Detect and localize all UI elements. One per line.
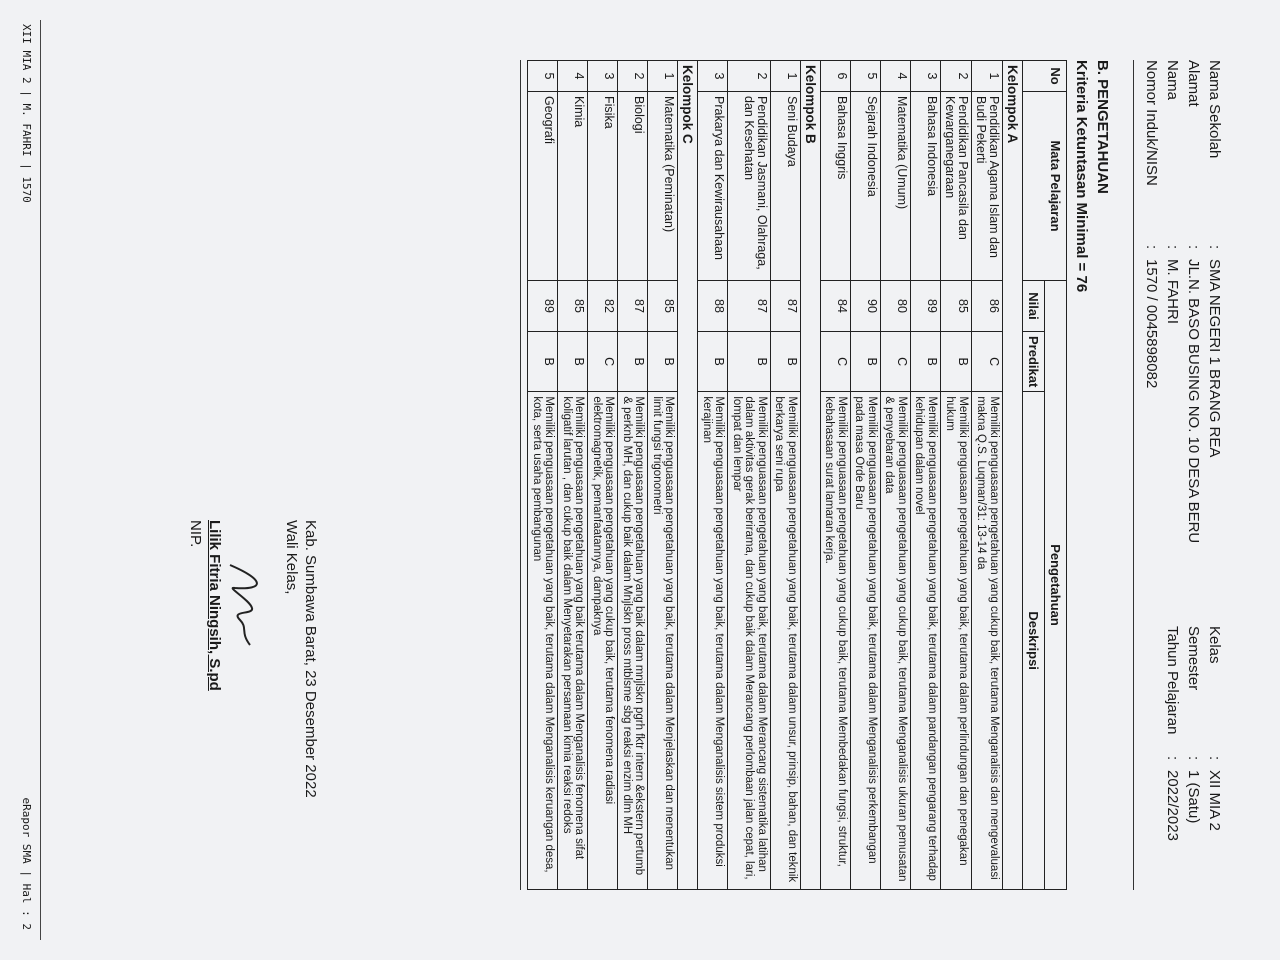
name-value: M. FAHRI	[1164, 259, 1181, 325]
description-text: Memiliki penguasaan pengetahuan yang cukup baik, terutama Membedakan fungsi, struktur, kebahasaan surat lamaran kerja.	[821, 392, 851, 890]
predicate-value: B	[618, 332, 648, 392]
score-value: 87	[728, 281, 771, 332]
table-row	[558, 61, 588, 890]
predicate-value: C	[881, 332, 911, 392]
predicate-value: B	[851, 332, 881, 392]
table-row	[771, 61, 801, 890]
table-row	[728, 61, 771, 890]
subject-name: Kimia	[558, 92, 588, 281]
row-number: 1	[771, 61, 801, 92]
table-row	[588, 61, 618, 890]
subject-name: Matematika (Umum)	[881, 92, 911, 281]
subject-name: Pendidikan Pancasila dan Kewarganegaraan	[941, 92, 972, 281]
address-value: JL.N. BASO BUSING NO. 10 DESA BERU	[1185, 259, 1202, 544]
year-value: 2022/2023	[1164, 770, 1181, 841]
row-number: 4	[881, 61, 911, 92]
score-value: 87	[771, 281, 801, 332]
col-description: Deskripsi	[1023, 392, 1045, 890]
score-value: 85	[648, 281, 678, 332]
predicate-value: B	[771, 332, 801, 392]
table-row	[941, 61, 972, 890]
subject-name: Bahasa Indonesia	[911, 92, 941, 281]
description-text: Memiliki penguasaan pengetahuan yang cukup baik, terutama fenomena radiasi elektromagnetik, pemanfaatannya, dampaknya	[588, 392, 618, 890]
class-label: Kelas	[1206, 626, 1223, 664]
subject-name: Pendidikan Agama Islam dan Budi Pekerti	[972, 92, 1003, 281]
footer-right: eRapor SMA | Hal : 2	[20, 797, 33, 930]
subject-name: Pendidikan Jasmani, Olahraga, dan Kesehatan	[728, 92, 771, 281]
group-header-row	[801, 61, 821, 890]
description-text: Memiliki penguasaan pengetahuan yang baik, terutama dalam Menjelaskan dan menentukan limit fungsi trigonometri	[648, 392, 678, 890]
description-text: Memiliki penguasaan pengetahuan yang baik, terutama dalam unsur, prinsip, bahan, dan teknik berkarya seni rupa	[771, 392, 801, 890]
row-number: 2	[618, 61, 648, 92]
class-value: XII MIA 2	[1206, 770, 1223, 831]
description-text: Memiliki penguasaan pengetahuan yang baik terutama dalam Menganalisis fenomena sifat koligatif larutan , dan cukup baik dalam Menyetarakan persamaan kimia reaksi redoks	[558, 392, 588, 890]
table-row	[911, 61, 941, 890]
semester-label: Semester	[1185, 626, 1202, 691]
col-knowledge: Pengetahuan	[1045, 281, 1067, 890]
row-number: 6	[821, 61, 851, 92]
row-number: 3	[698, 61, 728, 92]
score-value: 89	[528, 281, 558, 332]
row-number: 1	[972, 61, 1003, 92]
score-value: 86	[972, 281, 1003, 332]
row-number: 2	[941, 61, 972, 92]
description-text: Memiliki penguasaan pengetahuan yang baik, terutama dalam perlindungan dan penegakan hukum	[941, 392, 972, 890]
predicate-value: B	[558, 332, 588, 392]
col-predicate: Predikat	[1023, 332, 1045, 392]
row-number: 2	[728, 61, 771, 92]
footer-divider	[40, 20, 41, 940]
predicate-value: C	[972, 332, 1003, 392]
student-header: Nama Sekolah : SMA NEGERI 1 BRANG REA Kelas : XII MIA 2 Alamat : JL.N. BASO BUSING NO. 10 DESA BERU Semester : 1 (Satu) Nama : M. FAHRI Tahun Pelajaran : 2022/2023 Nomor Induk/NISN : 1570 / 0045898082	[1142, 60, 1224, 890]
name-label: Nama	[1164, 60, 1181, 101]
group-name: Kelompok A	[1003, 61, 1023, 890]
subject-name: Matematika (Peminatan)	[648, 92, 678, 281]
description-text: Memiliki penguasaan pengetahuan yang baik, terutama dalam Merancang sistematika latihan dalam aktivitas gerak berirama, dan cukup baik dalam Merancang perlombaan jalan cepat, lari, lompat dan lempar	[728, 392, 771, 890]
row-number: 5	[528, 61, 558, 92]
table-row	[528, 61, 558, 890]
description-text: Memiliki penguasaan pengetahuan yang baik dalam mnjlskn pgrh fktr intern &ekstern pertumb & perknb MH, dan cukup baik dalam Mnjlskn pross mtblsme sbg reaksi enzim dlm MH	[618, 392, 648, 890]
table-row	[851, 61, 881, 890]
score-value: 82	[588, 281, 618, 332]
predicate-value: B	[698, 332, 728, 392]
table-bottom-rule	[521, 60, 522, 890]
table-row	[821, 61, 851, 890]
handwritten-signature	[220, 560, 270, 650]
predicate-value: B	[648, 332, 678, 392]
signer-nip: NIP.	[187, 520, 204, 548]
table-row	[698, 61, 728, 890]
kkm-label: Kriteria Ketuntasan Minimal = 76	[1073, 60, 1090, 293]
score-value: 85	[558, 281, 588, 332]
subject-name: Sejarah Indonesia	[851, 92, 881, 281]
table-row	[618, 61, 648, 890]
nis-label: Nomor Induk/NISN	[1143, 60, 1160, 186]
group-header-row	[678, 61, 698, 890]
table-row	[648, 61, 678, 890]
predicate-value: C	[821, 332, 851, 392]
school-value: SMA NEGERI 1 BRANG REA	[1206, 259, 1223, 458]
col-score: Nilai	[1023, 281, 1045, 332]
year-label: Tahun Pelajaran	[1164, 626, 1181, 735]
predicate-value: B	[728, 332, 771, 392]
subject-name: Seni Budaya	[771, 92, 801, 281]
row-number: 1	[648, 61, 678, 92]
knowledge-table	[528, 60, 1068, 890]
semester-value: 1 (Satu)	[1185, 770, 1202, 824]
score-value: 84	[821, 281, 851, 332]
predicate-value: B	[941, 332, 972, 392]
group-name: Kelompok C	[678, 61, 698, 890]
description-text: Memiliki penguasaan pengetahuan yang baik, terutama dalam Menganalisis perkembangan pada masa Orde Baru	[851, 392, 881, 890]
predicate-value: C	[588, 332, 618, 392]
score-value: 90	[851, 281, 881, 332]
row-number: 5	[851, 61, 881, 92]
score-value: 80	[881, 281, 911, 332]
footer-left: XII MIA 2 | M. FAHRI | 1570	[20, 24, 33, 203]
signer-role: Wali Kelas,	[283, 520, 300, 595]
group-name: Kelompok B	[801, 61, 821, 890]
score-value: 85	[941, 281, 972, 332]
signer-name: Lilik Fitria Ningsih, S.pd	[206, 520, 223, 691]
subject-name: Bahasa Inggris	[821, 92, 851, 281]
description-text: Memiliki penguasaan pengetahuan yang baik, terutama dalam pandangan pengarang terhadap kehidupan dalam novel	[911, 392, 941, 890]
subject-name: Fisika	[588, 92, 618, 281]
row-number: 3	[588, 61, 618, 92]
subject-name: Biologi	[618, 92, 648, 281]
score-value: 87	[618, 281, 648, 332]
table-row	[972, 61, 1003, 890]
description-text: Memiliki penguasaan pengetahuan yang cukup baik, terutama Menganalisis dan mengevaluasi makna Q.S. Luqman/31: 13-14 da	[972, 392, 1003, 890]
description-text: Memiliki penguasaan pengetahuan yang baik, terutama dalam Menganalisis sistem produksi kerajinan	[698, 392, 728, 890]
address-label: Alamat	[1185, 60, 1202, 107]
row-number: 4	[558, 61, 588, 92]
col-no: No	[1023, 61, 1067, 92]
col-subject: Mata Pelajaran	[1023, 92, 1067, 281]
header-divider	[1133, 60, 1134, 890]
predicate-value: B	[528, 332, 558, 392]
score-value: 89	[911, 281, 941, 332]
table-row	[881, 61, 911, 890]
place-date: Kab. Sumbawa Barat, 23 Desember 2022	[302, 520, 319, 798]
description-text: Memiliki penguasaan pengetahuan yang baik, terutama dalam Menganalisis keruangan desa, kota, serta usaha pembangunan	[528, 392, 558, 890]
section-title: B. PENGETAHUAN	[1094, 60, 1111, 194]
row-number: 3	[911, 61, 941, 92]
subject-name: Prakarya dan Kewirausahaan	[698, 92, 728, 281]
group-header-row	[1003, 61, 1023, 890]
school-label: Nama Sekolah	[1206, 60, 1223, 159]
score-value: 88	[698, 281, 728, 332]
nis-value: 1570 / 0045898082	[1143, 259, 1160, 389]
predicate-value: B	[911, 332, 941, 392]
description-text: Memiliki penguasaan pengetahuan yang cukup baik, terutama Menganalisis ukuran pemusatan & penyebaran data	[881, 392, 911, 890]
subject-name: Geografi	[528, 92, 558, 281]
